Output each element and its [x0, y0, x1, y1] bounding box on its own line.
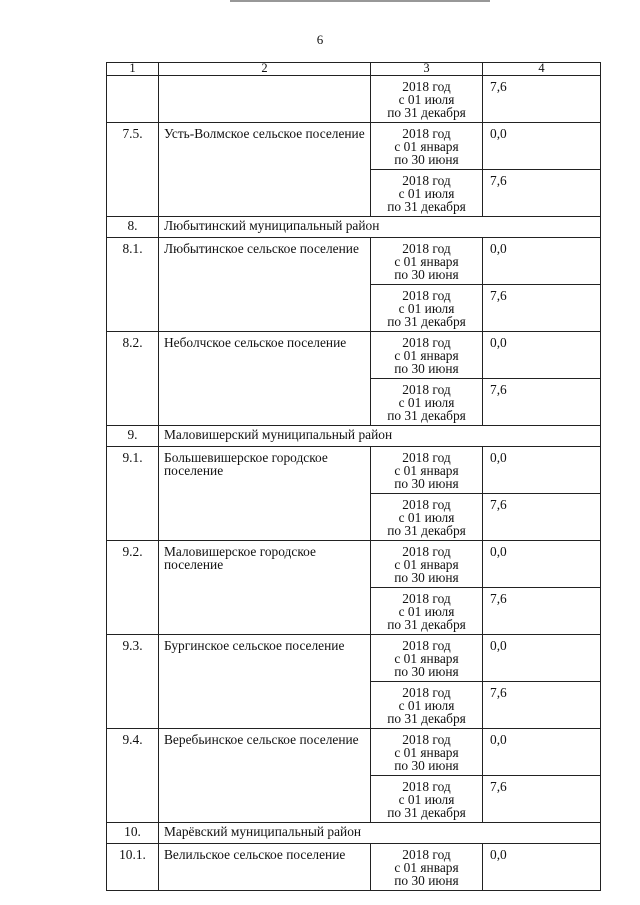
period-year: 2018 год — [402, 335, 451, 350]
period-to: по 30 июня — [394, 570, 459, 585]
settlement-number: 7.5. — [107, 123, 159, 217]
period-from: с 01 июля — [398, 792, 455, 807]
period-jan-jun — [371, 123, 483, 170]
rate-value-jan-jun: 0,0 — [483, 635, 601, 682]
period-from: с 01 июля — [398, 301, 455, 316]
period-to: по 31 декабря — [387, 805, 466, 820]
period-jan-jun — [371, 541, 483, 588]
period-from: с 01 января — [394, 254, 459, 269]
settlement-row — [107, 541, 601, 588]
period-to: по 31 декабря — [387, 314, 466, 329]
period-to: по 31 декабря — [387, 523, 466, 538]
rate-value-jan-jun: 0,0 — [483, 541, 601, 588]
period-to: по 30 июня — [394, 758, 459, 773]
period-from: с 01 января — [394, 139, 459, 154]
period-year: 2018 год — [402, 638, 451, 653]
period-jul-dec — [371, 285, 483, 332]
period-jan-jun — [371, 844, 483, 891]
period-year: 2018 год — [402, 79, 451, 94]
rate-value-jan-jun: 0,0 — [483, 844, 601, 891]
period-jan-jun — [371, 238, 483, 285]
period-year: 2018 год — [402, 685, 451, 700]
header-row — [107, 63, 601, 76]
period-from: с 01 января — [394, 860, 459, 875]
settlement-name: Усть-Волмское сельское поселение — [159, 123, 371, 217]
period-year: 2018 год — [402, 732, 451, 747]
period-year: 2018 год — [402, 591, 451, 606]
period-jul-dec — [371, 170, 483, 217]
rate-value-jan-jun: 0,0 — [483, 729, 601, 776]
settlement-row — [107, 123, 601, 170]
top-scan-rule — [230, 0, 490, 5]
period-year: 2018 год — [402, 847, 451, 862]
district-number: 8. — [107, 217, 159, 238]
district-row — [107, 426, 601, 447]
period-to: по 31 декабря — [387, 199, 466, 214]
district-row — [107, 823, 601, 844]
settlement-row — [107, 635, 601, 682]
period-jan-jun — [371, 447, 483, 494]
settlement-row — [107, 729, 601, 776]
rate-value-jan-jun: 0,0 — [483, 332, 601, 379]
period-jul-dec — [371, 776, 483, 823]
rate-value-jul-dec: 7,6 — [483, 170, 601, 217]
settlement-name: Большевишерское городское поселение — [159, 447, 371, 541]
rate-value-jan-jun: 0,0 — [483, 447, 601, 494]
period-jul-dec — [371, 379, 483, 426]
settlement-number: 8.1. — [107, 238, 159, 332]
period-from: с 01 января — [394, 348, 459, 363]
period-year: 2018 год — [402, 544, 451, 559]
period-year: 2018 год — [402, 450, 451, 465]
settlement-name: Веребьинское сельское поселение — [159, 729, 371, 823]
period-to: по 30 июня — [394, 267, 459, 282]
header-col-3: 3 — [371, 63, 483, 76]
period-to: по 30 июня — [394, 873, 459, 888]
rate-value-jan-jun: 0,0 — [483, 238, 601, 285]
tariff-table — [106, 62, 601, 891]
period-from: с 01 января — [394, 745, 459, 760]
rate-value-jan-jun: 0,0 — [483, 123, 601, 170]
period-to: по 30 июня — [394, 361, 459, 376]
period-to: по 31 декабря — [387, 617, 466, 632]
continuation-row — [107, 76, 601, 123]
settlement-row — [107, 447, 601, 494]
district-row — [107, 217, 601, 238]
period-from: с 01 июля — [398, 510, 455, 525]
period-from: с 01 июля — [398, 186, 455, 201]
period-from: с 01 января — [394, 463, 459, 478]
period-jul-dec — [371, 588, 483, 635]
period-to: по 31 декабря — [387, 105, 466, 120]
period-to: по 30 июня — [394, 664, 459, 679]
period-to: по 30 июня — [394, 476, 459, 491]
empty-name-cell — [159, 76, 371, 123]
rate-value-jul-dec: 7,6 — [483, 379, 601, 426]
period-to: по 31 декабря — [387, 408, 466, 423]
rate-value-jul-dec: 7,6 — [483, 682, 601, 729]
period-from: с 01 июля — [398, 604, 455, 619]
settlement-row — [107, 238, 601, 285]
period-from: с 01 июля — [398, 698, 455, 713]
settlement-number: 9.3. — [107, 635, 159, 729]
settlement-name: Бургинское сельское поселение — [159, 635, 371, 729]
period-from: с 01 января — [394, 557, 459, 572]
period-year: 2018 год — [402, 241, 451, 256]
period-to: по 30 июня — [394, 152, 459, 167]
settlement-number: 10.1. — [107, 844, 159, 891]
page-number: 6 — [316, 32, 324, 47]
district-number: 10. — [107, 823, 159, 844]
settlement-number: 9.1. — [107, 447, 159, 541]
settlement-number: 9.4. — [107, 729, 159, 823]
period-jul-dec — [371, 494, 483, 541]
settlement-number: 9.2. — [107, 541, 159, 635]
period-year: 2018 год — [402, 288, 451, 303]
period-jan-jun — [371, 729, 483, 776]
empty-num-cell — [107, 76, 159, 123]
table-body — [107, 76, 601, 891]
period-year: 2018 год — [402, 382, 451, 397]
period-year: 2018 год — [402, 497, 451, 512]
rate-value-jul-dec: 7,6 — [483, 285, 601, 332]
settlement-name: Велильское сельское поселение — [159, 844, 371, 891]
period-jan-jun — [371, 332, 483, 379]
settlement-row — [107, 844, 601, 891]
period-to: по 31 декабря — [387, 711, 466, 726]
period-jan-jun — [371, 635, 483, 682]
settlement-name: Неболчское сельское поселение — [159, 332, 371, 426]
district-name: Марёвский муниципальный район — [159, 823, 601, 844]
rate-value-jul-dec: 7,6 — [483, 588, 601, 635]
district-name: Любытинский муниципальный район — [159, 217, 601, 238]
settlement-row — [107, 332, 601, 379]
rate-value-jul-dec: 7,6 — [483, 776, 601, 823]
period-from: с 01 января — [394, 651, 459, 666]
settlement-name: Любытинское сельское поселение — [159, 238, 371, 332]
period-from: с 01 июля — [398, 92, 455, 107]
period-jul-dec — [371, 76, 483, 123]
header-col-2: 2 — [159, 63, 371, 76]
rate-value-jul-dec: 7,6 — [483, 494, 601, 541]
rate-value-jul-dec: 7,6 — [483, 76, 601, 123]
settlement-name: Маловишерское городское поселение — [159, 541, 371, 635]
header-col-4: 4 — [483, 63, 601, 76]
period-jul-dec — [371, 682, 483, 729]
district-name: Маловишерский муниципальный район — [159, 426, 601, 447]
settlement-number: 8.2. — [107, 332, 159, 426]
period-year: 2018 год — [402, 779, 451, 794]
period-year: 2018 год — [402, 173, 451, 188]
header-col-1: 1 — [107, 63, 159, 76]
period-year: 2018 год — [402, 126, 451, 141]
period-from: с 01 июля — [398, 395, 455, 410]
district-number: 9. — [107, 426, 159, 447]
